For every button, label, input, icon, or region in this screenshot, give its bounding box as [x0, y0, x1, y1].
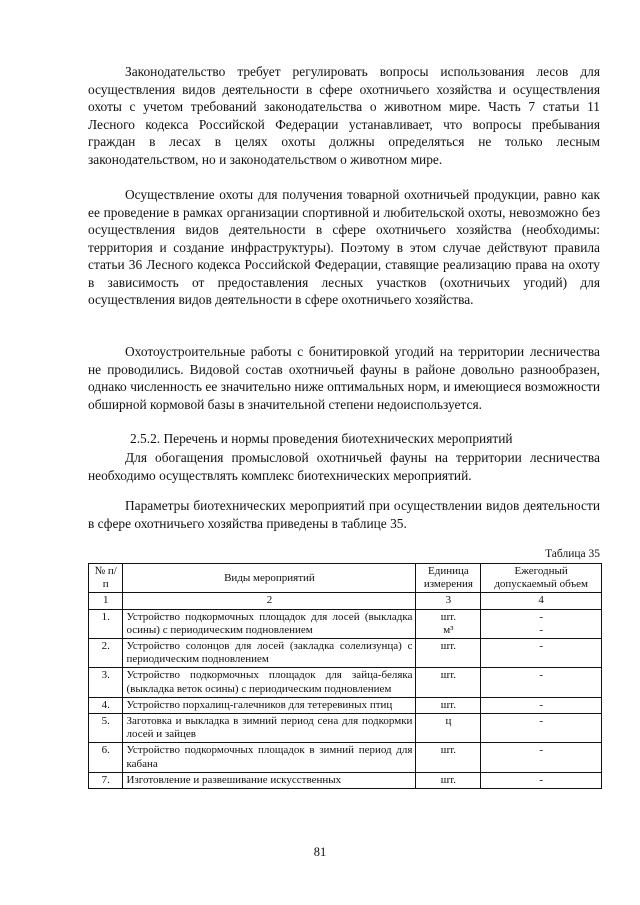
row-unit: ц — [416, 714, 481, 743]
row-activity: Устройство подкормочных площадок для зайца-беляка (выкладка веток осины) с периодическим подновлением — [123, 668, 416, 697]
table-row — [89, 714, 602, 743]
row-unit: шт. — [416, 772, 481, 788]
table-row — [89, 668, 602, 697]
row-volume: - — [481, 639, 602, 668]
row-volume: - — [481, 772, 602, 788]
row-unit-primary: шт. — [440, 610, 456, 623]
table-caption: Таблица 35 — [545, 548, 600, 560]
row-num: 2. — [89, 639, 123, 668]
paragraph-biotechnical: Для обогащения промысловой охотничьей фауны на территории лесничества необходимо осуществлять комплекс биотехнических мероприятий. — [88, 450, 600, 483]
column-number: 1 — [89, 593, 123, 609]
row-volume-secondary: - — [539, 623, 543, 636]
row-volume: - — [481, 697, 602, 713]
table-header-row — [89, 564, 602, 593]
row-unit: шт. — [416, 697, 481, 713]
row-activity: Устройство подкормочных площадок для лосей (выкладка осины) с периодическим подновлением — [123, 609, 416, 638]
page-number: 81 — [313, 845, 327, 859]
column-number: 3 — [416, 593, 481, 609]
table-row — [89, 609, 602, 638]
row-unit — [416, 609, 481, 638]
table-row — [89, 772, 602, 788]
row-num: 7. — [89, 772, 123, 788]
row-volume: - — [481, 668, 602, 697]
column-number-row — [89, 593, 602, 609]
row-unit: шт. — [416, 668, 481, 697]
row-activity: Изготовление и развешивание искусственных — [123, 772, 416, 788]
paragraph-table-intro: Параметры биотехнических мероприятий при осуществлении видов деятельности в сфере охотничьего хозяйства приведены в таблице 35. — [88, 498, 600, 531]
header-activity: Виды мероприятий — [123, 564, 416, 593]
column-number: 2 — [123, 593, 416, 609]
row-unit: шт. — [416, 743, 481, 772]
row-activity: Устройство порхалищ-галечников для тетеревиных птиц — [123, 697, 416, 713]
biotechnical-table — [88, 563, 602, 789]
column-number: 4 — [481, 593, 602, 609]
row-volume-primary: - — [539, 610, 543, 623]
paragraph-legislation: Законодательство требует регулировать вопросы использования лесов для осуществления видов деятельности в сфере охотничьего хозяйства и осуществления охоты с учетом требований законодательства о животном мире. Часть 7 статьи 11 Лесного кодекса Российской Федерации устанавливает, что вопросы пребывания граждан в лесах в целях охоты должны определяться не только лесным законодательством, но и законодательством о животном мире. — [88, 64, 600, 167]
header-num: № п/п — [89, 564, 123, 593]
row-activity: Устройство солонцов для лосей (закладка солелизунца) с периодическим подновлением — [123, 639, 416, 668]
row-volume: - — [481, 743, 602, 772]
row-unit: шт. — [416, 639, 481, 668]
header-volume: Ежегодный допускаемый объем — [481, 564, 602, 593]
row-volume — [481, 609, 602, 638]
row-num: 6. — [89, 743, 123, 772]
row-volume: - — [481, 714, 602, 743]
row-unit-secondary: м³ — [443, 623, 454, 636]
header-unit: Единица измерения — [416, 564, 481, 593]
row-num: 4. — [89, 697, 123, 713]
row-num: 3. — [89, 668, 123, 697]
paragraph-hunting: Осуществление охоты для получения товарной охотничьей продукции, равно как ее проведение в рамках организации спортивной и любительской охоты, невозможно без осуществления видов деятельности в сфере охотничьего хозяйства (необходимы: территория и создание инфраструктуры). Поэтому в этом случае действуют правила статьи 36 Лесного кодекса Российской Федерации, ставящие реализацию права на охоту в зависимость от предоставления лесных участков (охотничьих угодий) для осуществления видов деятельности в сфере охотничьего хозяйства. — [88, 187, 600, 307]
row-num: 5. — [89, 714, 123, 743]
table-row — [89, 743, 602, 772]
row-activity: Заготовка и выкладка в зимний период сена для подкормки лосей и зайцев — [123, 714, 416, 743]
section-heading: 2.5.2. Перечень и нормы проведения биотехнических мероприятий — [130, 431, 513, 446]
table-row — [89, 639, 602, 668]
row-num: 1. — [89, 609, 123, 638]
row-activity: Устройство подкормочных площадок в зимний период для кабана — [123, 743, 416, 772]
paragraph-hunting-survey: Охотоустроительные работы с бонитировкой угодий на территории лесничества не проводились. Видовой состав охотничьей фауны в районе довольно разнообразен, однако численность ее значительно ниже оптимальных норм, и имеющиеся возможности обширной кормовой базы в значительной степени недоиспользуется. — [88, 344, 600, 412]
table-row — [89, 697, 602, 713]
